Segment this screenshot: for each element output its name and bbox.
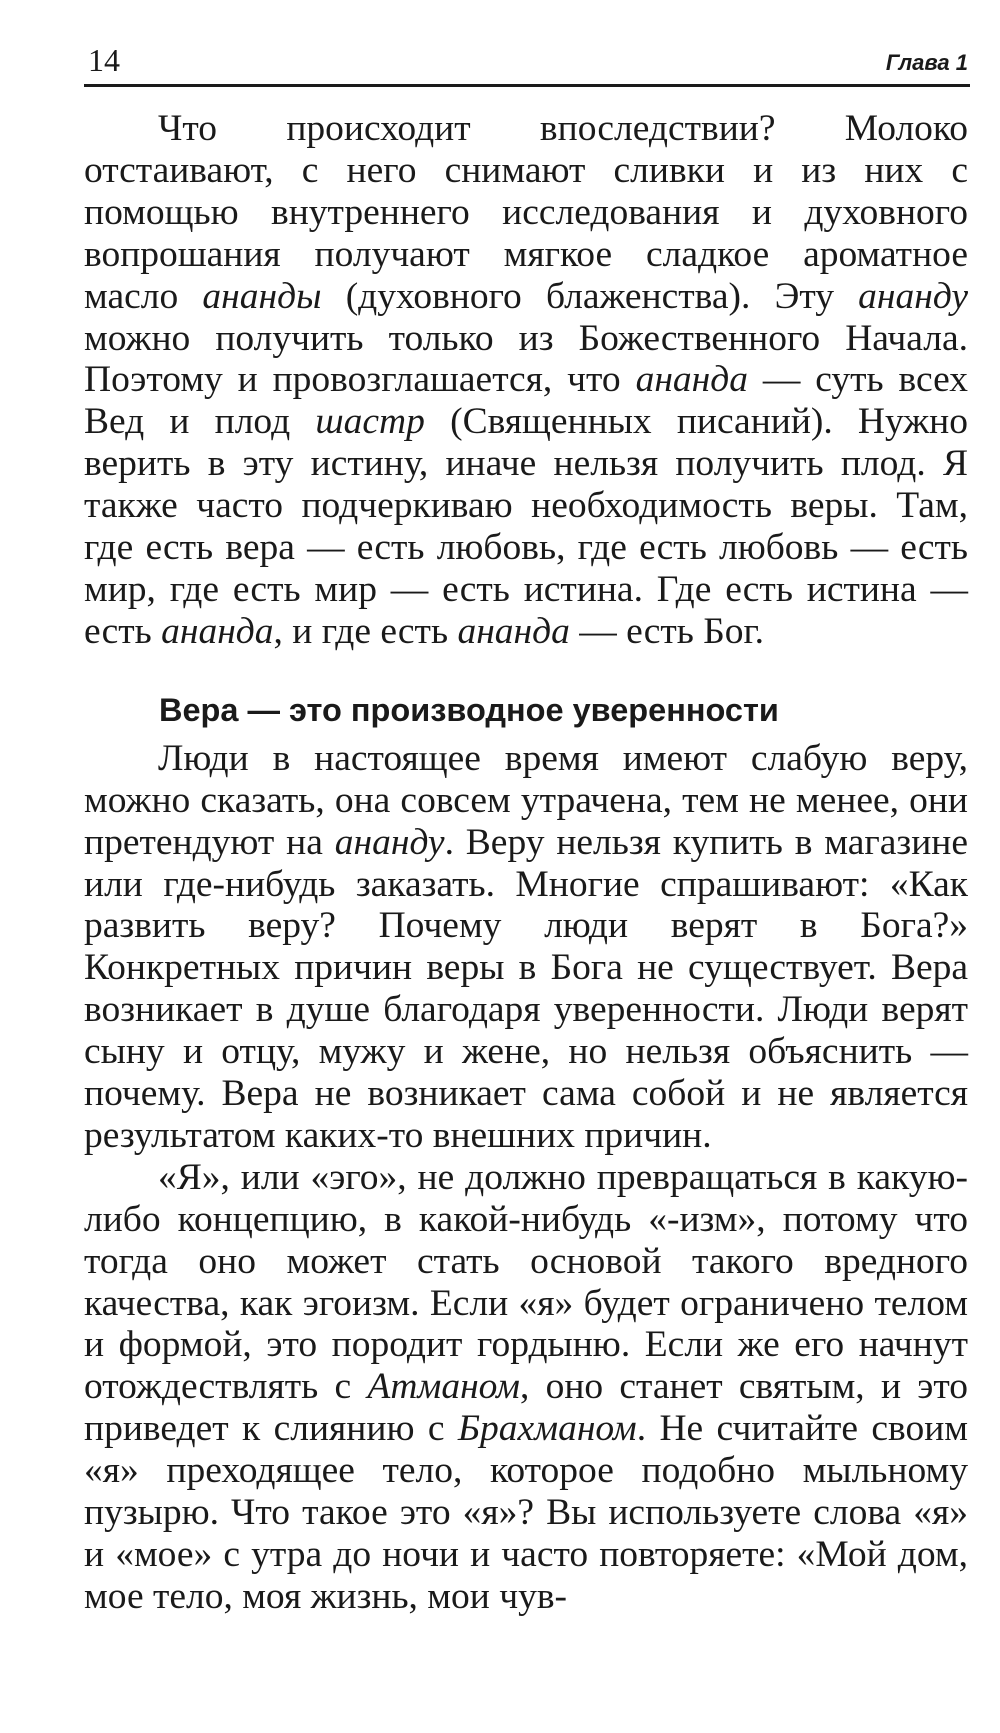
text-run: «Я», или «эго», не должно превращаться в какую-либо концепцию, в какой-нибудь «-изм», потому что тогда оно может стать основой такого вредного качества, как эгоизм. Если «я» будет ограничено телом и формой, это породит гордыню. Если же его начнут отождествлять с [84,1156,968,1408]
italic-term: Атманом [367,1366,520,1408]
text-run: , оно станет святым, и это приведет к слиянию с [84,1366,969,1450]
text-run: (духовного блаженства). Эту [321,275,859,317]
running-header [84,40,970,87]
page-number: 14 [88,42,120,78]
text-run: , и где есть [273,610,458,652]
section-heading: Вера — это производное уверенности [159,691,779,728]
paragraph-ego [84,1157,968,1618]
italic-term: шастр [315,401,425,443]
italic-term: Брахманом [457,1408,637,1450]
text-run: можно получить только из Божественного Начала. Поэтому и провозглашается, что [84,317,968,401]
text-run: — есть Бог. [569,610,765,652]
text-run: (Священных писаний). Нужно верить в эту истину, иначе нельзя получить плод. Я также часто подчеркиваю необходимость веры. Там, где есть вера — есть любовь, где есть любовь — есть мир, где есть мир — есть истина. Где есть истина — есть [84,401,968,652]
italic-term: ананды [202,275,322,317]
text-run: . Веру нельзя купить в магазине или где-нибудь заказать. Многие спрашивают: «Как развить веру? Почему люди верят в Бога?» Конкретных причин веры в Бога не существует. Вера возникает в душе благодаря уверенности. Люди верят сыну и отцу, мужу и жене, но нельзя объяснить — почему. Вера не возникает сама собой и не является результатом каких-то внешних причин. [84,821,968,1156]
italic-term: ананда [457,610,570,652]
text-run: Что происходит впоследствии? Молоко отстаивают, с него снимают сливки и из них с помощью внутреннего исследования и духовного вопрошания получают мягкое сладкое ароматное масло [84,108,968,317]
body-text [84,108,968,1618]
chapter-label: Глава 1 [885,50,968,75]
text-run: . Не считайте своим «я» преходящее тело, которое подобно мыльному пузырю. Что такое это «я»? Вы используете слова «я» и «мое» с утра до ночи и часто повторяете: «Мой дом, мое тело, моя жизнь, мои чув- [84,1408,969,1617]
italic-term: ананда [161,610,274,652]
text-run: Люди в настоящее время имеют слабую веру, можно сказать, она совсем утрачена, тем не менее, они претендуют на [84,737,968,863]
paragraph-milk-and-ananda [84,108,968,653]
paragraph-weak-faith [84,738,968,1157]
italic-term: ананду [858,275,968,317]
italic-term: ананда [635,359,748,401]
italic-term: ананду [334,821,445,863]
text-run: — суть всех Вед и плод [84,359,968,443]
